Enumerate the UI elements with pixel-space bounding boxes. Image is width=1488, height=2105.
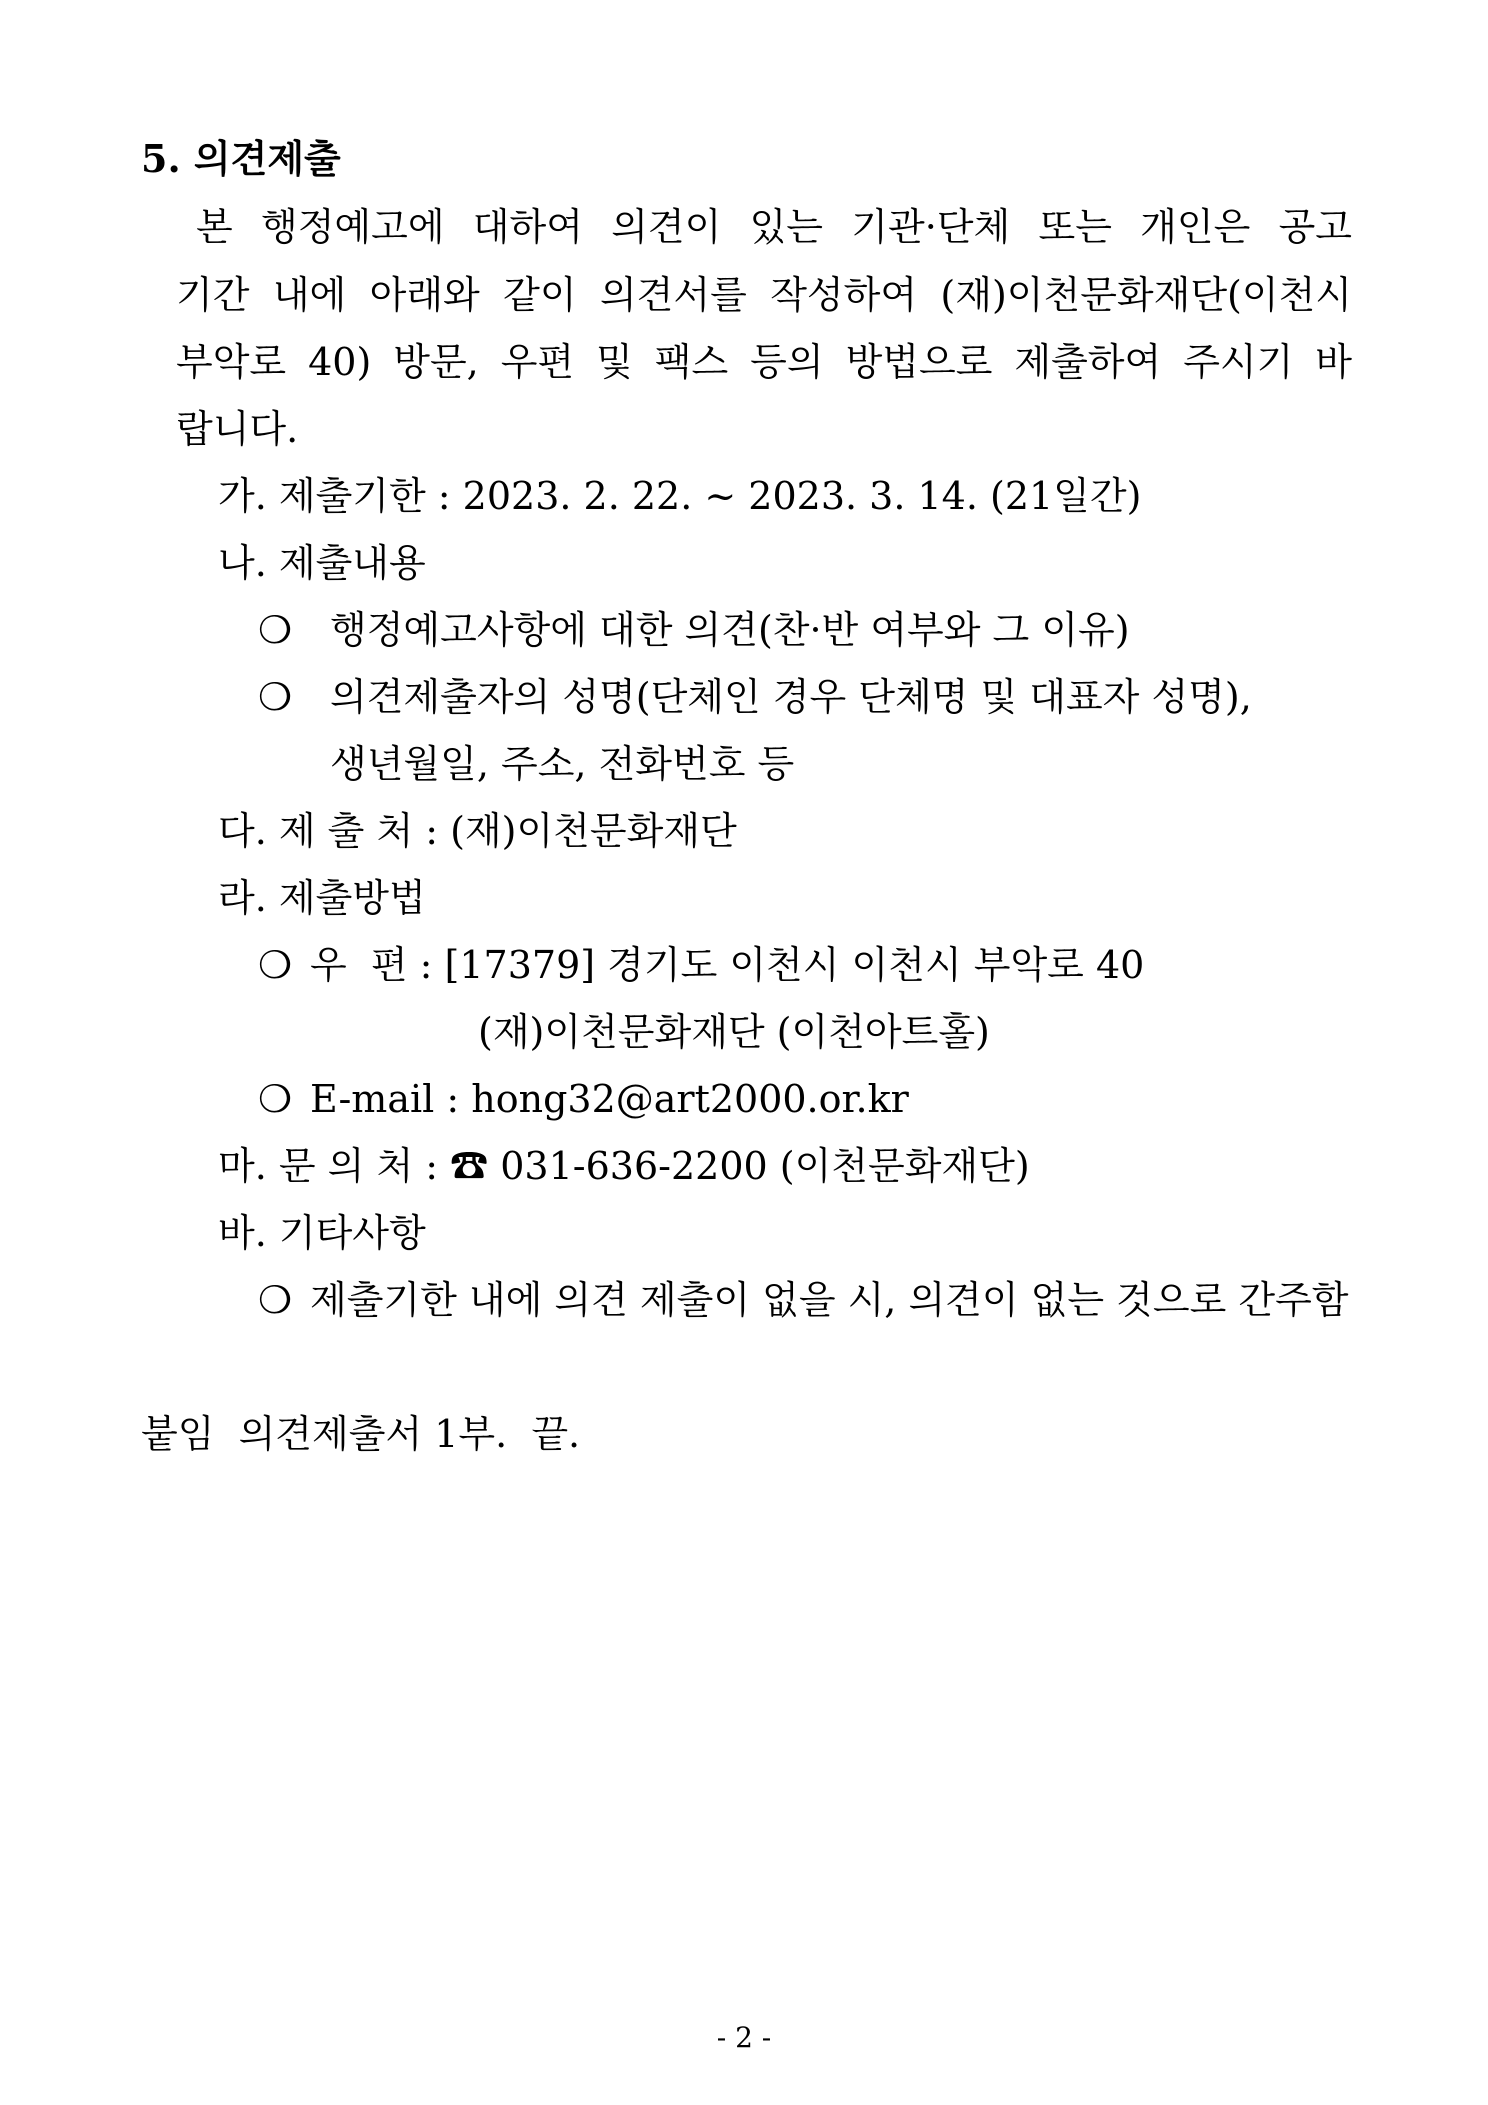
item-other: 바. 기타사항	[218, 1211, 426, 1255]
inquiry-phone: 031-636-2200 (이천문화재단)	[500, 1144, 1030, 1188]
content-bullet-2-continued: 생년월일, 주소, 전화번호 등	[330, 742, 795, 786]
content-bullet-1	[258, 605, 1130, 655]
circle-bullet-icon: ❍	[258, 1077, 293, 1121]
content-bullet-2	[258, 672, 1252, 722]
section-heading	[141, 134, 341, 184]
content-bullet-2-text: 의견제출자의 성명(단체인 경우 단체명 및 대표자 성명),	[330, 675, 1252, 719]
method-email	[258, 1074, 909, 1124]
other-bullet	[258, 1275, 1349, 1325]
intro-line-4: 랍니다.	[176, 407, 299, 451]
intro-line-3: 부악로 40) 방문, 우편 및 팩스 등의 방법으로 제출하여 주시기 바	[176, 340, 1352, 384]
section-number: 5.	[141, 136, 181, 181]
method-mail	[258, 940, 1144, 990]
circle-bullet-icon: ❍	[258, 943, 293, 987]
intro-line-2: 기간 내에 아래와 같이 의견서를 작성하여 (재)이천문화재단(이천시	[176, 273, 1352, 317]
section-title: 의견제출	[193, 136, 341, 181]
content-bullet-1-text: 행정예고사항에 대한 의견(찬·반 여부와 그 이유)	[330, 608, 1130, 652]
circle-bullet-icon: ❍	[258, 608, 293, 652]
item-deadline: 가. 제출기한 : 2023. 2. 22. ~ 2023. 3. 14. (21일간)	[218, 474, 1142, 518]
other-bullet-text: 제출기한 내에 의견 제출이 없을 시, 의견이 없는 것으로 간주함	[310, 1278, 1349, 1322]
method-mail-continued: (재)이천문화재단 (이천아트홀)	[478, 1010, 990, 1054]
item-submission-place: 다. 제 출 처 : (재)이천문화재단	[218, 809, 737, 853]
item-inquiry	[218, 1141, 1030, 1191]
method-mail-text: 우 편 : [17379] 경기도 이천시 이천시 부악로 40	[310, 943, 1145, 987]
inquiry-label: 마. 문 의 처 :	[218, 1144, 439, 1188]
item-submission-method: 라. 제출방법	[218, 876, 426, 920]
item-content: 나. 제출내용	[218, 541, 426, 585]
intro-line-1: 본 행정예고에 대하여 의견이 있는 기관·단체 또는 개인은 공고	[196, 205, 1352, 249]
phone-icon: ☎	[450, 1144, 489, 1188]
circle-bullet-icon: ❍	[258, 675, 293, 719]
page-number: - 2 -	[716, 2021, 772, 2054]
attachment-line: 붙임 의견제출서 1부. 끝.	[141, 1412, 581, 1456]
method-email-text: E-mail : hong32@art2000.or.kr	[310, 1077, 909, 1121]
circle-bullet-icon: ❍	[258, 1278, 293, 1322]
